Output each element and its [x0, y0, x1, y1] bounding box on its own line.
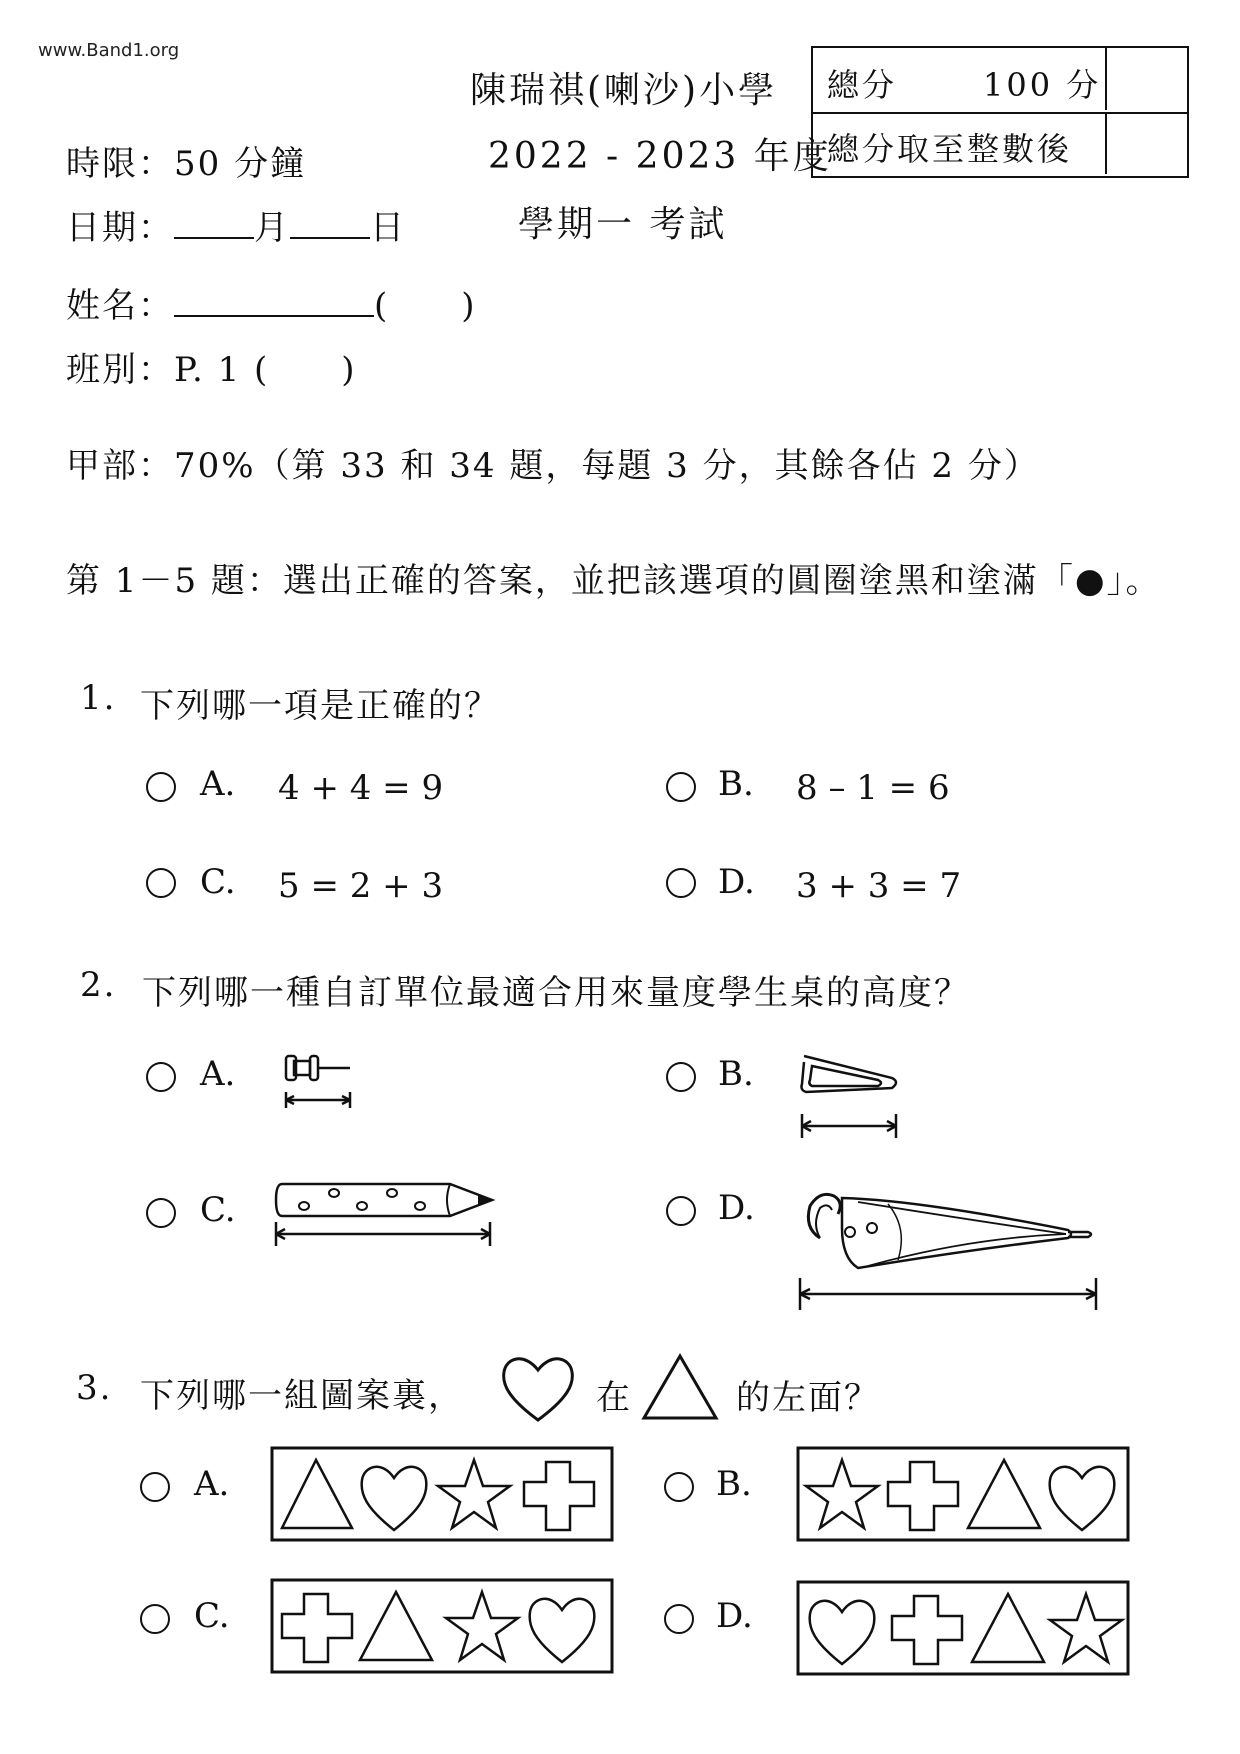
q1-option-a-letter: A. [200, 764, 236, 804]
heart-icon [500, 1352, 576, 1424]
q2-number: 2. [80, 965, 117, 1005]
q2-option-a-radio[interactable] [146, 1062, 176, 1092]
q1-option-c-text: 5 = 2 + 3 [278, 866, 444, 906]
rounded-label: 總分取至整數後 [827, 130, 1073, 168]
paper-clip-icon [800, 1050, 910, 1140]
school-name: 陳瑞祺(喇沙)小學 [470, 70, 778, 111]
instruction: 第 1－5 題：選出正確的答案，並把該選項的圓圈塗黑和塗滿「●」。 [66, 561, 1162, 601]
section-title: 甲部：70%（第 33 和 34 題，每題 3 分，其餘各佔 2 分） [66, 446, 1040, 486]
star-icon [806, 1460, 878, 1528]
name-label: 姓名： [66, 286, 174, 326]
triangle-icon [360, 1592, 432, 1660]
heart-icon [362, 1467, 427, 1530]
date-label: 日期： [66, 208, 174, 248]
q1-text: 下列哪一項是正確的？ [140, 686, 500, 726]
umbrella-icon [798, 1188, 1108, 1318]
heart-icon [530, 1599, 595, 1662]
q3-text-middle: 在 [596, 1378, 632, 1418]
class-line: 班別：P. 1 ( ) [66, 350, 357, 390]
q1-option-b-text: 8 – 1 = 6 [796, 768, 950, 808]
pushpin-icon [282, 1052, 372, 1112]
heart-icon [1050, 1467, 1115, 1530]
cross-icon [892, 1596, 962, 1664]
class-number-paren: ( ) [374, 286, 477, 326]
day-blank[interactable] [290, 233, 370, 239]
triangle-icon [972, 1594, 1044, 1662]
q3-option-d-shapes [796, 1580, 1132, 1678]
watermark: www.Band1.org [38, 40, 180, 61]
time-limit: 時限：50 分鐘 [66, 144, 307, 184]
day-label: 日 [370, 208, 406, 248]
q1-option-c-letter: C. [200, 862, 236, 902]
triangle-icon [282, 1460, 352, 1528]
q3-option-d-letter: D. [716, 1596, 753, 1636]
cross-icon [888, 1462, 958, 1530]
star-icon [1050, 1594, 1122, 1662]
q2-option-c-radio[interactable] [146, 1198, 176, 1228]
total-value: 100 分 [983, 66, 1102, 104]
q2-option-b-letter: B. [718, 1054, 754, 1094]
pencil-icon [274, 1176, 504, 1246]
star-icon [438, 1460, 510, 1528]
q1-number: 1. [80, 678, 117, 718]
q3-option-a-shapes [270, 1446, 616, 1544]
exam-term: 學期一 考試 [518, 204, 728, 245]
month-label: 月 [254, 208, 290, 248]
q2-text: 下列哪一種自訂單位最適合用來量度學生桌的高度？ [142, 973, 970, 1013]
q1-option-a-text: 4 + 4 = 9 [278, 768, 444, 808]
q2-option-d-letter: D. [718, 1188, 755, 1228]
score-box [811, 46, 1189, 178]
q3-option-b-radio[interactable] [664, 1472, 694, 1502]
q2-option-b-radio[interactable] [666, 1062, 696, 1092]
q3-text-before: 下列哪一組圖案裏， [140, 1376, 464, 1416]
triangle-icon [640, 1352, 720, 1422]
total-score-cell[interactable] [1105, 48, 1187, 110]
q3-option-c-letter: C. [194, 1596, 230, 1636]
q1-option-d-letter: D. [718, 862, 755, 902]
star-icon [446, 1592, 518, 1660]
triangle-icon [968, 1460, 1040, 1528]
q1-option-b-radio[interactable] [666, 772, 696, 802]
name-line [66, 278, 477, 327]
cross-icon [524, 1462, 594, 1530]
q3-option-d-radio[interactable] [664, 1604, 694, 1634]
heart-icon [810, 1601, 875, 1664]
q1-option-a-radio[interactable] [146, 772, 176, 802]
name-blank[interactable] [174, 311, 374, 317]
q3-option-c-radio[interactable] [140, 1604, 170, 1634]
rounded-score-cell[interactable] [1105, 112, 1187, 174]
school-year: 2022 - 2023 年度 [488, 136, 832, 177]
q1-option-d-text: 3 + 3 = 7 [796, 866, 962, 906]
total-label: 總分 [827, 66, 898, 104]
q1-option-b-letter: B. [718, 764, 754, 804]
q3-text-after: 的左面？ [736, 1378, 880, 1418]
q2-option-d-radio[interactable] [666, 1196, 696, 1226]
q3-option-c-shapes [270, 1578, 616, 1676]
q2-option-c-letter: C. [200, 1190, 236, 1230]
date-line [66, 200, 406, 249]
q3-option-b-shapes [796, 1446, 1132, 1544]
q3-number: 3. [76, 1368, 113, 1408]
q3-option-a-letter: A. [194, 1464, 230, 1504]
month-blank[interactable] [174, 233, 254, 239]
q1-option-d-radio[interactable] [666, 868, 696, 898]
q3-option-a-radio[interactable] [140, 1472, 170, 1502]
q3-option-b-letter: B. [716, 1464, 752, 1504]
q2-option-a-letter: A. [200, 1054, 236, 1094]
cross-icon [282, 1594, 352, 1662]
q1-option-c-radio[interactable] [146, 868, 176, 898]
